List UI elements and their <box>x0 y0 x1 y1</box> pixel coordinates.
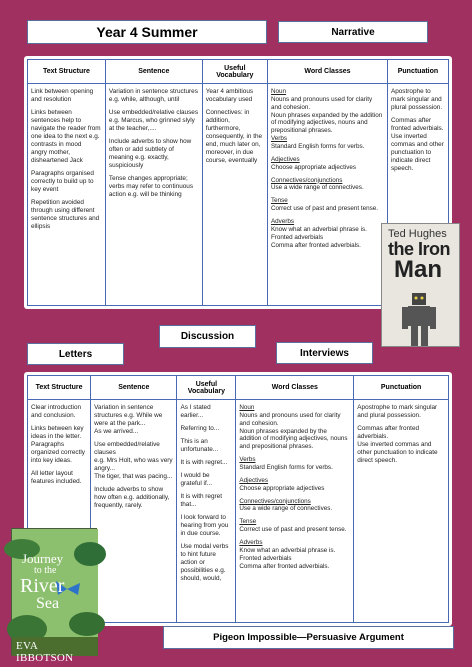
genre-letters: Letters <box>27 343 124 365</box>
text-structure-cell: Clear introduction and conclusion. Links between key ideas in the letter. Paragraphs organized correctly into key ideas. All letter layout features included. <box>28 400 91 623</box>
header-vocabulary: Useful Vocabulary <box>177 376 236 400</box>
word-classes-cell: Noun Nouns and pronouns used for clarity and cohesion. Noun phrases expanded by the addition of modifying adjectives, nouns and prepositional phrases. Verbs Standard English forms for verbs. Adjectives Choose appropriate adjectives Connectives/conjunctions Use a wide range of connectives. Tense Correct use of past and present tense. Adverbs Know what an adverbial phrase is. Fronted adverbials Comma after fronted adverbials. <box>267 84 387 306</box>
punctuation-cell: Apostrophe to mark singular and plural possession. Commas after fronted adverbials. Use inverted commas and other punctuation to indicate direct speech. <box>387 84 448 306</box>
sentence-cell: Variation in sentence structures e.g. While we were at the park... As we arrived... Use embedded/relative clauses e.g. Mrs Holt, who was very angry... The tiger, that was pacing... Include adverbs to show how often e.g. additionally, frequently, rarely. <box>91 400 177 623</box>
header-punctuation: Punctuation <box>354 376 449 400</box>
header-word-classes: Word Classes <box>267 60 387 84</box>
header-text-structure: Text Structure <box>28 60 106 84</box>
punctuation-cell: Apostrophe to mark singular and plural possession. Commas after fronted adverbials. Use inverted commas and other punctuation to indicate direct speech. <box>354 400 449 623</box>
vocabulary-cell: As I stated earlier... Referring to... This is an unfortunate... It is with regret... I would be grateful if... It is with regret that... I look forward to hearing from you in due course. Use modal verbs to hint future action or possibilities e.g. should, would, <box>177 400 236 623</box>
word-classes-cell: Noun Nouns and pronouns used for clarity and cohesion. Noun phrases expanded by the addition of modifying adjectives, nouns and prepositional phrases. Verbs Standard English forms for verbs. Adjectives Choose appropriate adjectives Connectives/conjunctions Use a wide range of connectives. Tense Correct use of past and present tense. Adverbs Know what an adverbial phrase is. Fronted adverbials Comma after fronted adverbials. <box>236 400 354 623</box>
header-vocabulary: Useful Vocabulary <box>202 60 267 84</box>
book-title-line1: Journey <box>22 551 64 566</box>
genre-persuasive: Pigeon Impossible—Persuasive Argument <box>163 626 454 649</box>
river-sea-book-cover <box>11 528 97 664</box>
header-sentence: Sentence <box>105 60 202 84</box>
book-title-line2: to the <box>34 565 57 576</box>
table-header-row <box>28 376 449 400</box>
genre-interviews: Interviews <box>276 342 373 364</box>
header-punctuation: Punctuation <box>387 60 448 84</box>
iron-man-illustration <box>382 288 461 348</box>
vocabulary-cell: Year 4 ambitious vocabulary used Connectives: in addition, furthermore, consequently, in the end, much later on, moreover, in due course, eventually <box>202 84 267 306</box>
iron-man-book-cover <box>381 223 460 347</box>
header-text-structure: Text Structure <box>28 376 91 400</box>
book-author: EVA IBBOTSON <box>16 640 74 664</box>
book-author: Ted Hughes <box>388 228 447 240</box>
text-structure-cell: Link between opening and resolution Links between sentences help to navigate the reader from one idea to the next e.g. contrasts in mood angry mother, disheartened Jack Paragraphs organised correctly to build up to key event Repetition avoided through using different sentence structures and ellipsis <box>28 84 106 306</box>
book-title-line1: the Iron <box>388 239 450 259</box>
page-title: Year 4 Summer <box>27 20 267 44</box>
book-title-line4: Sea <box>36 595 60 612</box>
genre-discussion: Discussion <box>159 325 256 348</box>
sentence-cell: Variation in sentence structures e.g. while, although, until Use embedded/relative clauses e.g. Marcus, who grinned slyly at the teacher,.... Include adverbs to show how often or add subtlety of meaning e.g. exactly, suspiciously Tense changes appropriate; verbs may refer to continuous action e.g. will be thinking <box>105 84 202 306</box>
header-sentence: Sentence <box>91 376 177 400</box>
genre-narrative: Narrative <box>278 21 428 43</box>
book-title-line3: River <box>20 575 65 597</box>
header-word-classes: Word Classes <box>236 376 354 400</box>
table-header-row <box>28 60 449 84</box>
book-title-line2: Man <box>394 256 442 283</box>
